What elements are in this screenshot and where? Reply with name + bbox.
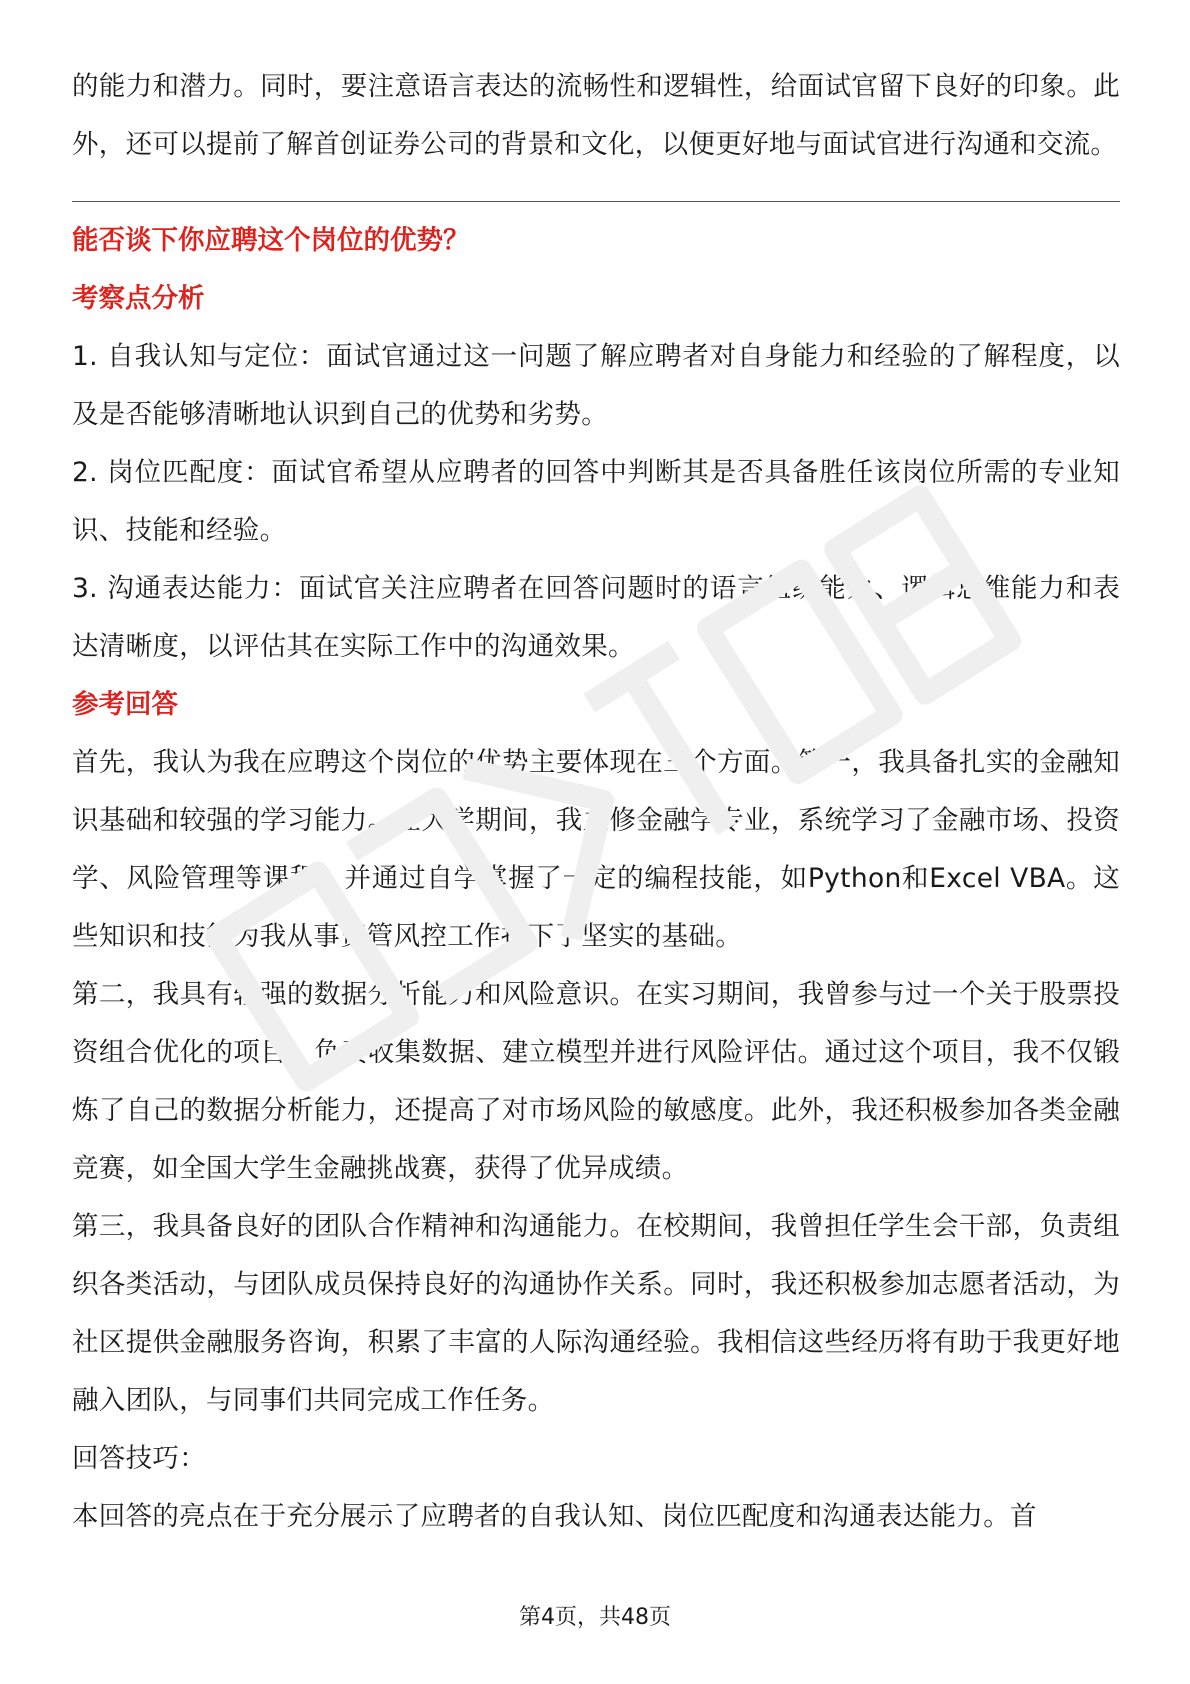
analysis-heading: 考察点分析 <box>72 283 205 314</box>
analysis-point: 1. 自我认知与定位：面试官通过这一问题了解应聘者对自身能力和经验的了解程度，以及是否能够清晰地认识到自己的优势和劣势。 <box>72 341 1120 430</box>
document-page <box>72 58 1120 1546</box>
answer-paragraph: 第二，我具有较强的数据分析能力和风险意识。在实习期间，我曾参与过一个关于股票投资组合优化的项目，负责收集数据、建立模型并进行风险评估。通过这个项目，我不仅锻炼了自己的数据分析能力，还提高了对市场风险的敏感度。此外，我还积极参加各类金融竞赛，如全国大学生金融挑战赛，获得了优异成绩。 <box>72 979 1120 1184</box>
answer-heading: 参考回答 <box>72 689 178 720</box>
section-divider <box>72 201 1120 202</box>
page-footer: 第4页，共48页 <box>519 1605 671 1630</box>
answer-paragraph: 第三，我具备良好的团队合作精神和沟通能力。在校期间，我曾担任学生会干部，负责组织各类活动，与团队成员保持良好的沟通协作关系。同时，我还积极参加志愿者活动，为社区提供金融服务咨询，积累了丰富的人际沟通经验。我相信这些经历将有助于我更好地融入团队，与同事们共同完成工作任务。 <box>72 1211 1120 1416</box>
question-title: 能否谈下你应聘这个岗位的优势？ <box>72 225 470 256</box>
tips-heading: 回答技巧： <box>72 1443 206 1474</box>
intro-paragraph: 的能力和潜力。同时，要注意语言表达的流畅性和逻辑性，给面试官留下良好的印象。此外，还可以提前了解首创证券公司的背景和文化，以便更好地与面试官进行沟通和交流。 <box>72 71 1120 160</box>
analysis-point: 2. 岗位匹配度：面试官希望从应聘者的回答中判断其是否具备胜任该岗位所需的专业知识、技能和经验。 <box>72 457 1120 546</box>
tips-paragraph: 本回答的亮点在于充分展示了应聘者的自我认知、岗位匹配度和沟通表达能力。首 <box>72 1501 1037 1532</box>
analysis-point: 3. 沟通表达能力：面试官关注应聘者在回答问题时的语言组织能力、逻辑思维能力和表达清晰度，以评估其在实际工作中的沟通效果。 <box>72 573 1120 662</box>
answer-paragraph: 首先，我认为我在应聘这个岗位的优势主要体现在三个方面。第一，我具备扎实的金融知识基础和较强的学习能力。在大学期间，我主修金融学专业，系统学习了金融市场、投资学、风险管理等课程，并通过自学掌握了一定的编程技能，如Python和Excel VBA。这些知识和技能为我从事资管风控工作打下了坚实的基础。 <box>72 747 1120 952</box>
